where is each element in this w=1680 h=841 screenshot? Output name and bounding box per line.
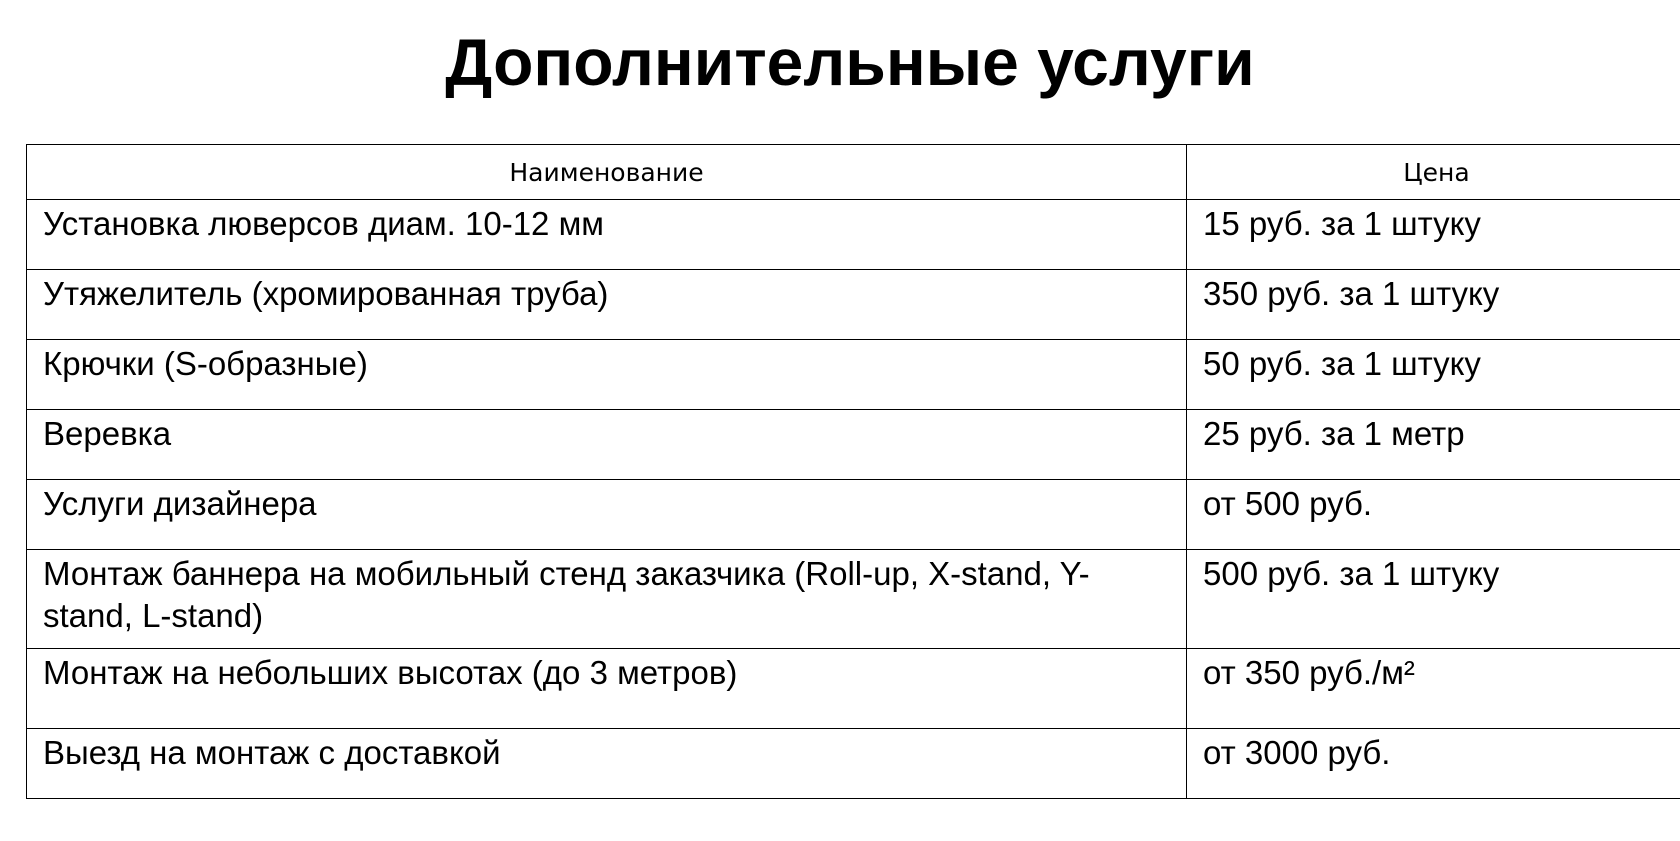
table-row [27,270,1680,340]
table-header-row [27,145,1680,200]
column-header-name: Наименование [27,145,1187,200]
service-price-cell: 15 руб. за 1 штуку [1187,200,1680,270]
service-price-cell: от 350 руб./м² [1187,649,1680,729]
service-price-cell: 25 руб. за 1 метр [1187,410,1680,480]
table-row [27,410,1680,480]
service-price-cell: 50 руб. за 1 штуку [1187,340,1680,410]
service-price-cell: от 500 руб. [1187,480,1680,550]
service-price-cell: 350 руб. за 1 штуку [1187,270,1680,340]
column-header-price: Цена [1187,145,1680,200]
table-row [27,200,1680,270]
page-title: Дополнительные услуги [445,25,1255,99]
service-name-cell: Крючки (S-образные) [27,340,1187,410]
table-row [27,550,1680,649]
service-name-cell: Выезд на монтаж с доставкой [27,729,1187,799]
service-name-cell: Установка люверсов диам. 10-12 мм [27,200,1187,270]
table-row [27,649,1680,729]
service-price-cell: 500 руб. за 1 штуку [1187,550,1680,649]
table-row [27,480,1680,550]
service-name-cell: Утяжелитель (хромированная труба) [27,270,1187,340]
service-name-cell: Монтаж баннера на мобильный стенд заказчика (Roll-up, X-stand, Y-stand, L-stand) [27,550,1187,649]
service-price-cell: от 3000 руб. [1187,729,1680,799]
table-row [27,340,1680,410]
service-name-cell: Услуги дизайнера [27,480,1187,550]
services-price-table [26,144,1680,799]
table-row [27,729,1680,799]
service-name-cell: Веревка [27,410,1187,480]
service-name-cell: Монтаж на небольших высотах (до 3 метров) [27,649,1187,729]
